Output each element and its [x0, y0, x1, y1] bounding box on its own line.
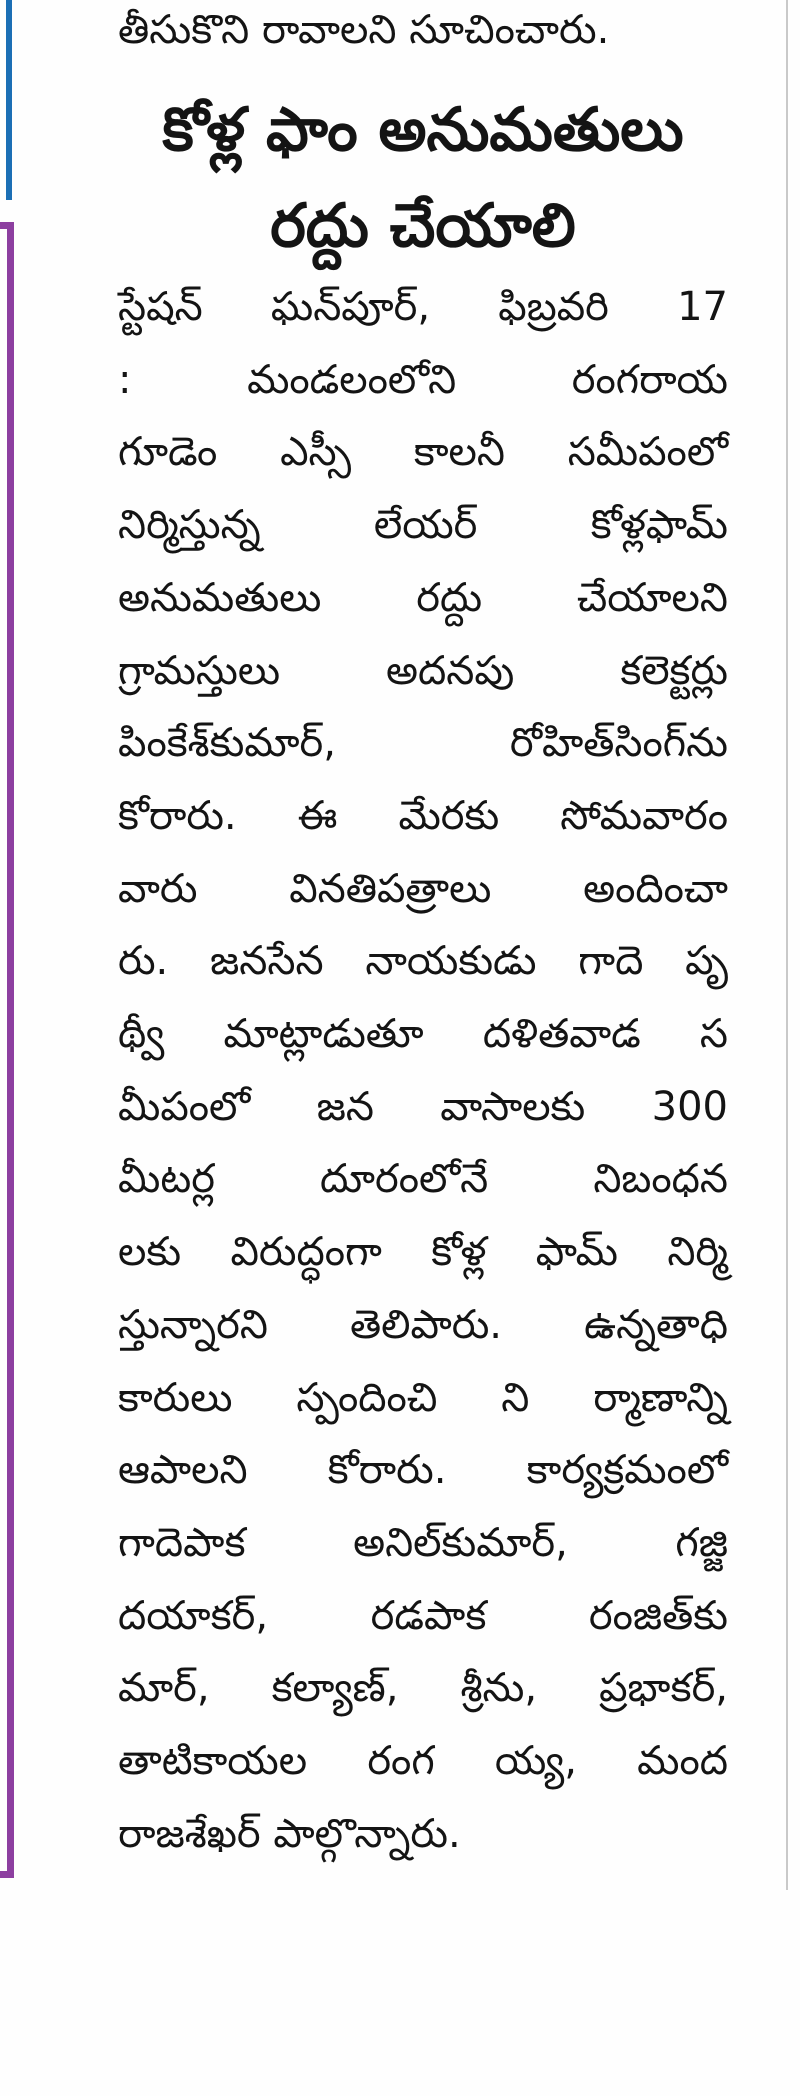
previous-article-tail: తీసుకొని రావాలని సూచించారు.: [118, 7, 610, 53]
body-line: రాజశేఖర్ పాల్గొన్నారు.: [118, 1810, 461, 1857]
body-line: గూడెం ఎస్సీ కాలనీ సమీపంలో: [118, 429, 728, 476]
body-line: స్తున్నారని తెలిపారు. ఉన్నతాధి: [118, 1301, 728, 1348]
column-divider: [786, 0, 788, 1890]
body-line: కారులు స్పందించి ని ర్మాణాన్ని: [118, 1374, 728, 1421]
adjacent-column-edge: [0, 0, 28, 1890]
body-line: కోరారు. ఈ మేరకు సోమవారం: [118, 792, 728, 839]
body-line: స్టేషన్ ఘన్‌పూర్, ఫిబ్రవరి 17: [118, 284, 728, 330]
body-line: మీటర్ల దూరంలోనే నిబంధన: [118, 1156, 728, 1203]
blue-column-rule: [6, 0, 12, 200]
body-line: అనుమతులు రద్దు చేయాలని: [118, 574, 728, 621]
body-line: దయాకర్, రడపాక రంజిత్‌కు: [118, 1592, 728, 1639]
body-line: నిర్మిస్తున్న లేయర్ కోళ్లఫామ్: [118, 502, 728, 549]
body-line: థ్వీ మాట్లాడుతూ దళితవాడ స: [118, 1011, 728, 1057]
body-line: : మండలంలోని రంగరాయ: [118, 356, 728, 403]
body-line: మార్, కల్యాణ్, శ్రీను, ప్రభాకర్,: [118, 1665, 728, 1712]
body-line: ఆపాలని కోరారు. కార్యక్రమంలో: [118, 1447, 728, 1494]
body-line: తాటికాయల రంగ య్య, మంద: [118, 1738, 728, 1784]
body-line: మీపంలో జన వాసాలకు 300: [118, 1083, 728, 1130]
headline-line-1: కోళ్ల ఫాం అనుమతులు: [162, 95, 684, 165]
body-line: వారు వినతిపత్రాలు అందించా: [118, 865, 728, 912]
body-line: లకు విరుద్ధంగా కోళ్ల ఫామ్ నిర్మి: [118, 1229, 728, 1276]
purple-box-border: [0, 222, 14, 1878]
body-line: గాదెపాక అనిల్‌కుమార్, గజ్జి: [118, 1519, 728, 1566]
body-line: రు. జనసేన నాయకుడు గాదె పృ: [118, 938, 728, 985]
headline-line-2: రద్దు చేయాలి: [270, 191, 576, 261]
body-line: పింకేశ్‌కుమార్, రోహిత్‌సింగ్‌ను: [118, 720, 728, 767]
body-line: గ్రామస్తులు అదనపు కలెక్టర్లు: [118, 647, 728, 694]
